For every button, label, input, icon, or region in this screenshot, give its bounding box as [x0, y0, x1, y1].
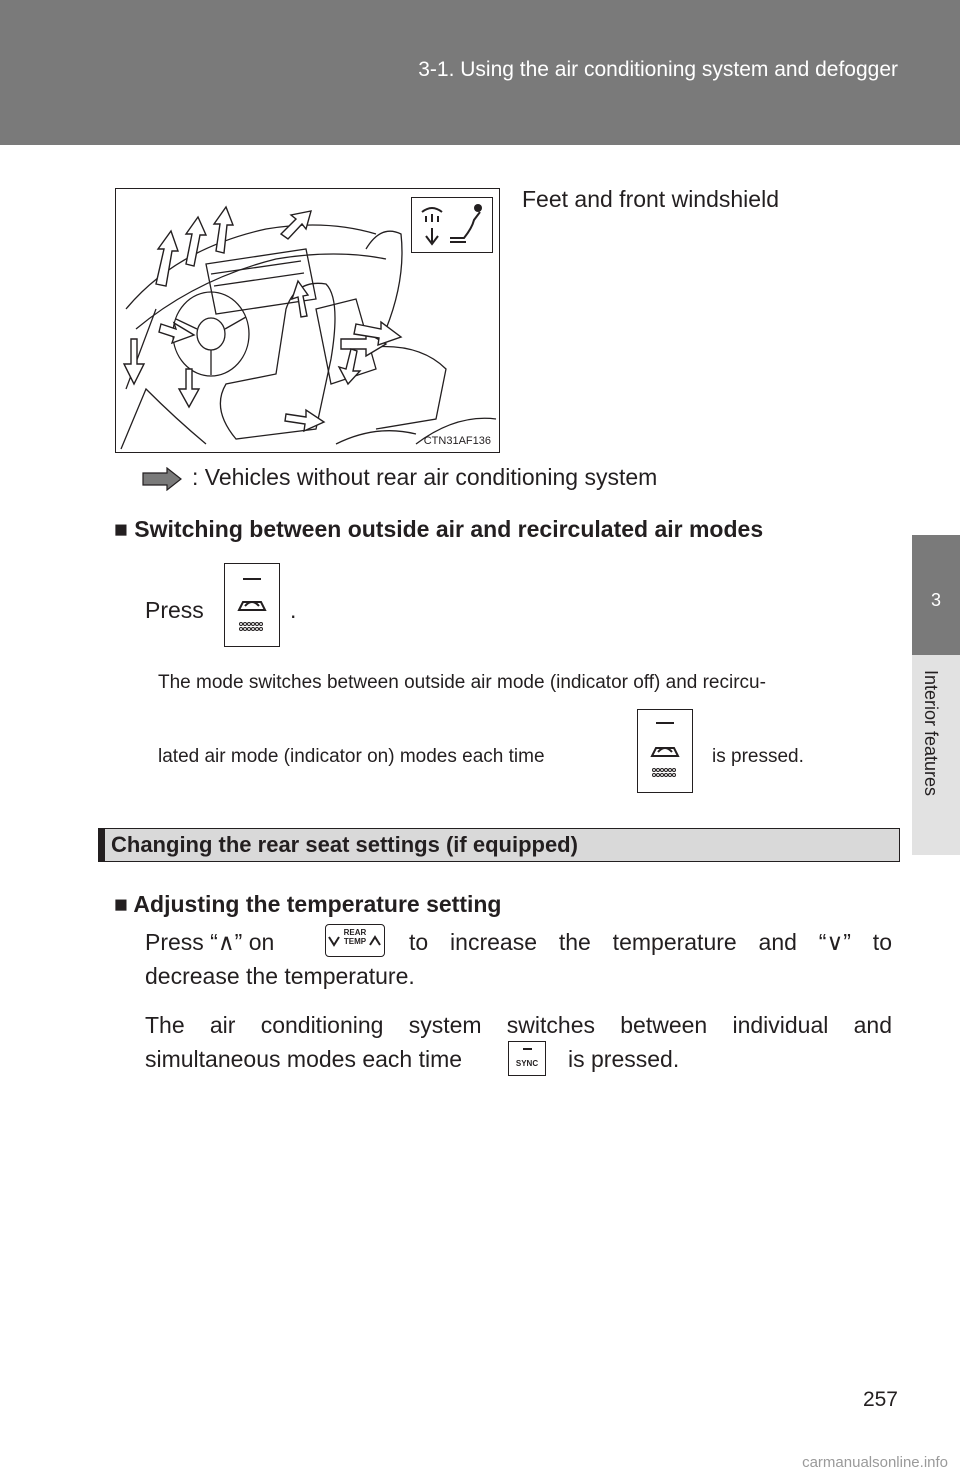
note-text: : Vehicles without rear air conditioning system — [192, 464, 658, 490]
sync-indicator — [523, 1048, 532, 1050]
sync-line2-a: simultaneous modes each time — [145, 1046, 463, 1072]
temp-line1-b-text: to increase the temperature and “∨” to — [409, 929, 892, 955]
air-modes-heading: ■ Switching between outside air and recirculated air modes — [114, 516, 764, 542]
note-arrow-icon — [141, 467, 183, 491]
chapter-number: 3 — [930, 590, 941, 610]
press-suffix: . — [290, 597, 297, 623]
section-accent — [99, 829, 105, 861]
section-title: Changing the rear seat settings (if equipped) — [111, 832, 578, 857]
air-modes-desc-suffix: is pressed. — [712, 746, 804, 767]
airflow-illustration — [115, 188, 500, 453]
sync-label: SYNC — [515, 1059, 539, 1068]
press-label: Press — [145, 597, 204, 623]
rear-temp-button[interactable] — [325, 924, 385, 957]
recirculation-button[interactable] — [224, 563, 280, 647]
temp-line1-b — [409, 929, 892, 956]
temp-line2: decrease the temperature. — [145, 963, 415, 989]
recirculation-button-inline — [637, 709, 693, 793]
air-modes-desc-line2: lated air mode (indicator on) modes each time — [158, 746, 545, 767]
temp-heading: ■ Adjusting the temperature setting — [114, 891, 502, 917]
sync-line1 — [145, 1012, 892, 1039]
chapter-label: Interior features — [921, 670, 941, 797]
watermark: carmanualsonline.info — [802, 1454, 948, 1471]
sync-line1-text: The air conditioning system switches between individual and — [145, 1012, 892, 1038]
feet-windshield-mode-icon — [411, 197, 493, 253]
page-number: 257 — [862, 1388, 898, 1411]
temp-line1-a: Press “∧” on — [145, 929, 275, 955]
figure-code: CTN31AF136 — [423, 435, 491, 447]
page-header — [0, 0, 960, 145]
mode-title: Feet and front windshield — [522, 186, 779, 212]
sync-button[interactable] — [508, 1041, 546, 1076]
section-header-bar — [98, 828, 900, 862]
section-breadcrumb: 3-1. Using the air conditioning system and defogger — [418, 58, 898, 81]
sync-line2-b: is pressed. — [568, 1046, 680, 1072]
air-modes-desc-line1: The mode switches between outside air mode (indicator off) and recircu- — [158, 672, 766, 693]
rear-temp-label: REAR TEMP — [343, 928, 367, 946]
